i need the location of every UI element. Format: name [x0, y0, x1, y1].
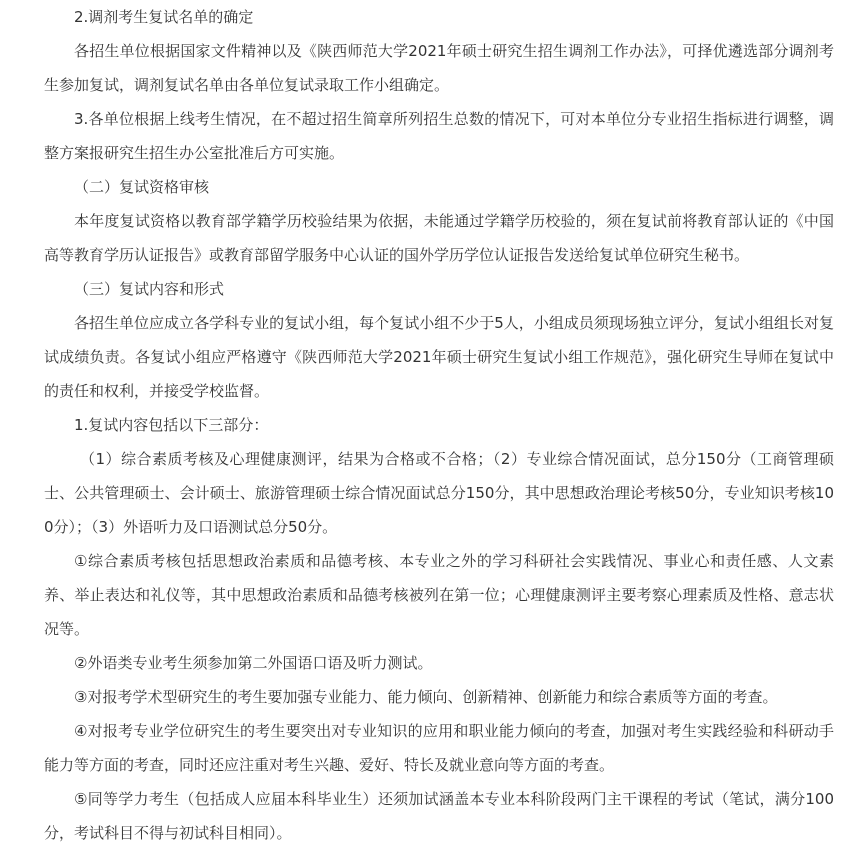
list-item-professional-degree: ④对报考专业学位研究生的考生要突出对专业知识的应用和职业能力倾向的考查，加强对考生实践经验和科研动手能力等方面的考查，同时还应注重对考生兴趣、爱好、特长及就业意向等方面的考查。 [44, 722, 834, 774]
paragraph-adjustment-policy: 各招生单位根据国家文件精神以及《陕西师范大学2021年硕士研究生招生调剂工作办法》，可择优遴选部分调剂考生参加复试，调剂复试名单由各单位复试录取工作小组确定。 [44, 42, 834, 94]
subheading-adjustment-list: 2.调剂考生复试名单的确定 [74, 8, 254, 26]
list-item-foreign-language: ②外语类专业考生须参加第二外国语口语及听力测试。 [74, 654, 433, 672]
section-heading-content-and-form: （三）复试内容和形式 [74, 280, 225, 298]
section-heading-qualification-review: （二）复试资格审核 [74, 178, 210, 196]
paragraph-content-parts: （1）综合素质考核及心理健康测评，结果为合格或不合格；（2）专业综合情况面试，总分150分（工商管理硕士、公共管理硕士、会计硕士、旅游管理硕士综合情况面试总分150分，其中思想政治理论考核50分，专业知识考核100分）；（3）外语听力及口语测试总分50分。 [44, 450, 834, 536]
subheading-content-parts: 1.复试内容包括以下三部分： [74, 416, 269, 434]
list-item-comprehensive-quality: ①综合素质考核包括思想政治素质和品德考核、本专业之外的学习科研社会实践情况、事业心和责任感、人文素养、举止表达和礼仪等，其中思想政治素质和品德考核被列在第一位；心理健康测评主要考察心理素质及性格、意志状况等。 [44, 552, 834, 638]
paragraph-review-group: 各招生单位应成立各学科专业的复试小组，每个复试小组不少于5人，小组成员须现场独立评分，复试小组组长对复试成绩负责。各复试小组应严格遵守《陕西师范大学2021年硕士研究生复试小组工作规范》，强化研究生导师在复试中的责任和权利，并接受学校监督。 [44, 314, 834, 400]
document-body [44, 0, 834, 850]
paragraph-qualification-review: 本年度复试资格以教育部学籍学历校验结果为依据，未能通过学籍学历校验的，须在复试前将教育部认证的《中国高等教育学历认证报告》或教育部留学服务中心认证的国外学历学位认证报告发送给复试单位研究生秘书。 [44, 212, 834, 264]
list-item-academic-type: ③对报考学术型研究生的考生要加强专业能力、能力倾向、创新精神、创新能力和综合素质等方面的考查。 [74, 688, 778, 706]
paragraph-quota-adjustment: 3.各单位根据上线考生情况，在不超过招生简章所列招生总数的情况下，可对本单位分专业招生指标进行调整，调整方案报研究生招生办公室批准后方可实施。 [44, 110, 834, 162]
list-item-equivalent-education: ⑤同等学力考生（包括成人应届本科毕业生）还须加试涵盖本专业本科阶段两门主干课程的考试（笔试，满分100分，考试科目不得与初试科目相同）。 [44, 790, 834, 842]
